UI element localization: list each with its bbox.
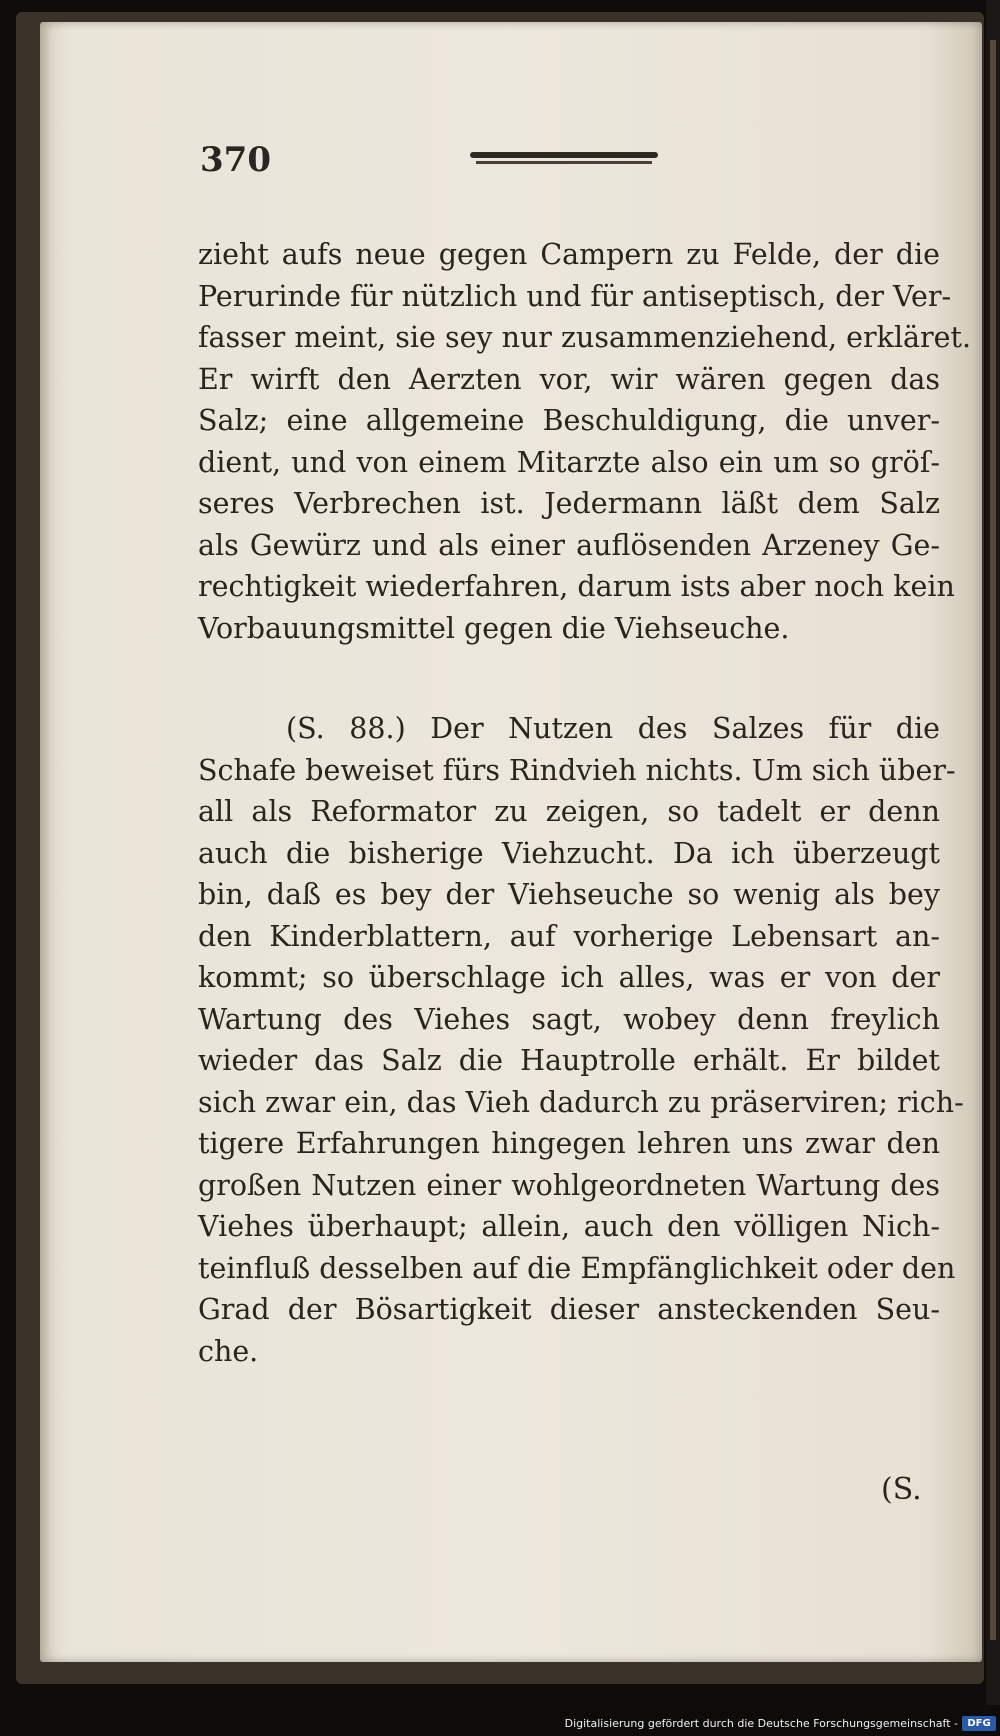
paragraph-1	[198, 234, 972, 649]
text-line: bin, daß es bey der Viehseuche so wenig als bey	[198, 878, 940, 911]
text-line: fasser meint, sie sey nur zusammenziehend, erkläret.	[198, 321, 972, 354]
paragraph-2	[198, 708, 964, 1372]
text-line: seres Verbrechen ist. Jedermann läßt dem Salz	[198, 487, 940, 520]
header-ornament	[470, 150, 658, 166]
footer-bar	[0, 1705, 1000, 1736]
footer-credit: Digitalisierung gefördert durch die Deutsche Forschungsgemeinschaft -	[564, 1717, 958, 1730]
text-line: auch die bisherige Viehzucht. Da ich überzeugt	[198, 836, 940, 870]
text-line: Grad der Bösartigkeit dieser ansteckenden Seu-	[198, 1293, 940, 1326]
text-line: sich zwar ein, das Vieh dadurch zu präserviren; rich-	[198, 1085, 964, 1119]
dfg-logo-icon: DFG	[962, 1716, 996, 1731]
text-line: Viehes überhaupt; allein, auch den völligen Nich-	[198, 1210, 940, 1243]
catchword: (S.	[881, 1472, 922, 1507]
text-line: Perurinde für nützlich und für antiseptisch, der Ver-	[198, 279, 952, 313]
text-line: wieder das Salz die Hauptrolle erhält. Er bildet	[198, 1044, 940, 1077]
text-line: zieht aufs neue gegen Campern zu Felde, der die	[198, 238, 940, 271]
text-line: all als Reformator zu zeigen, so tadelt er denn	[198, 795, 940, 828]
text-line: che.	[198, 1334, 259, 1368]
text-line: als Gewürz und als einer auflösenden Arzeney Ge-	[198, 528, 940, 562]
right-binding-strip	[986, 0, 1000, 1736]
text-line: dient, und von einem Mitarzte also ein um so gröſ-	[198, 445, 940, 479]
page-number: 370	[200, 140, 271, 180]
text-line: großen Nutzen einer wohlgeordneten Wartung des	[198, 1168, 940, 1202]
text-line: Schafe beweiset fürs Rindvieh nichts. Um sich über-	[198, 753, 956, 787]
page-header	[200, 140, 960, 180]
text-line: rechtigkeit wiederfahren, darum ists aber noch kein	[198, 570, 955, 603]
text-line: Vorbauungsmittel gegen die Viehseuche.	[198, 611, 790, 645]
text-line: den Kinderblattern, auf vorherige Lebensart an-	[198, 919, 940, 953]
text-line: Salz; eine allgemeine Beschuldigung, die unver-	[198, 404, 940, 437]
text-line: tigere Erfahrungen hingegen lehren uns zwar den	[198, 1127, 940, 1160]
text-line: Wartung des Viehes sagt, wobey denn freylich	[198, 1002, 940, 1036]
text-line: kommt; so überschlage ich alles, was er von der	[198, 961, 940, 994]
text-line: teinfluß desselben auf die Empfänglichkeit oder den	[198, 1251, 956, 1285]
text-line: (S. 88.) Der Nutzen des Salzes für die	[286, 712, 940, 745]
text-line: Er wirft den Aerzten vor, wir wären gegen das	[198, 362, 940, 396]
